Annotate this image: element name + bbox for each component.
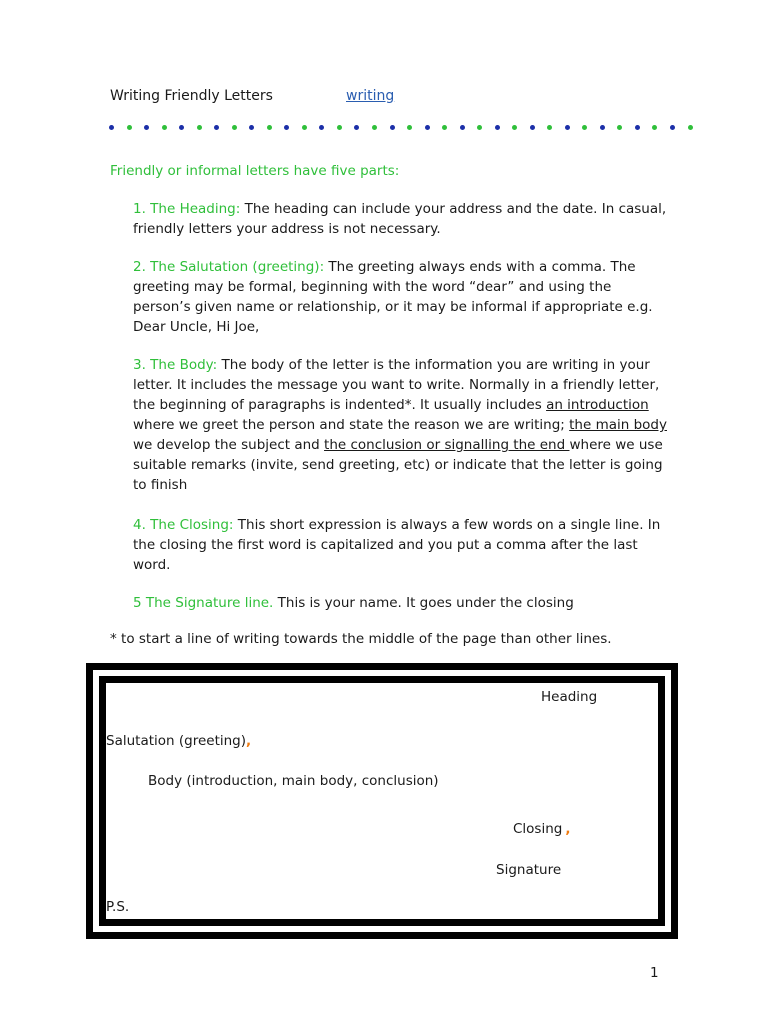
part-body-text-2: where we greet the person and state the reason we are writing; xyxy=(133,417,570,433)
part-salutation-text: The greeting always ends with a comma. The greeting may be formal, beginning with the word “dear” and using the person’s given name or relationship, or it may be informal if appropriate e.g. Dear Uncle, Hi Joe, xyxy=(133,259,653,335)
part-body xyxy=(133,355,673,495)
divider-dot xyxy=(284,125,289,130)
part-signature-text: This is your name. It goes under the closing xyxy=(273,595,574,611)
divider-dot xyxy=(179,125,184,130)
divider-dot xyxy=(162,125,167,130)
divider-dot xyxy=(302,125,307,130)
closing-comma: , xyxy=(565,821,571,837)
dotted-divider xyxy=(109,123,693,131)
divider-dot xyxy=(319,125,324,130)
frame-body: Body (introduction, main body, conclusion) xyxy=(148,773,439,789)
footnote: * to start a line of writing towards the middle of the page than other lines. xyxy=(110,631,612,647)
underlined-introduction: an introduction xyxy=(546,397,649,413)
part-signature-title: 5 The Signature line. xyxy=(133,595,274,611)
divider-dot xyxy=(652,125,657,130)
divider-dot xyxy=(390,125,395,130)
divider-dot xyxy=(109,125,114,130)
frame-salutation-label: Salutation (greeting) xyxy=(106,733,247,749)
divider-dot xyxy=(442,125,447,130)
frame-ps: P.S. xyxy=(106,899,130,915)
part-signature xyxy=(133,593,673,613)
part-salutation-title: 2. The Salutation (greeting): xyxy=(133,259,325,275)
divider-dot xyxy=(354,125,359,130)
part-closing xyxy=(133,515,673,575)
divider-dot xyxy=(530,125,535,130)
divider-dot xyxy=(547,125,552,130)
divider-dot xyxy=(337,125,342,130)
divider-dot xyxy=(670,125,675,130)
divider-dot xyxy=(144,125,149,130)
divider-dot xyxy=(565,125,570,130)
divider-dot xyxy=(512,125,517,130)
document-title: Writing Friendly Letters xyxy=(110,88,273,104)
divider-dot xyxy=(600,125,605,130)
salutation-comma: , xyxy=(246,733,252,749)
divider-dot xyxy=(232,125,237,130)
divider-dot xyxy=(582,125,587,130)
part-heading-text: The heading can include your address and the date. In casual, friendly letters your address is not necessary. xyxy=(133,201,667,237)
part-closing-text: This short expression is always a few words on a single line. In the closing the first word is capitalized and you put a comma after the last word. xyxy=(133,517,661,573)
writing-link[interactable]: writing xyxy=(346,88,395,104)
part-body-text-1: The body of the letter is the information you are writing in your letter. It includes the message you want to write. Normally in a friendly letter, the beginning of paragraphs is indented*. It usually includes xyxy=(133,357,660,413)
part-body-text-3: we develop the subject and xyxy=(133,437,325,453)
part-heading-title: 1. The Heading: xyxy=(133,201,241,217)
divider-dot xyxy=(617,125,622,130)
divider-dot xyxy=(267,125,272,130)
divider-dot xyxy=(214,125,219,130)
divider-dot xyxy=(477,125,482,130)
divider-dot xyxy=(425,125,430,130)
frame-closing-label: Closing xyxy=(513,821,563,837)
frame-heading: Heading xyxy=(541,689,598,705)
underlined-conclusion: the conclusion or signalling the end xyxy=(324,437,570,453)
divider-dot xyxy=(127,125,132,130)
frame-signature: Signature xyxy=(496,862,562,878)
divider-dot xyxy=(688,125,693,130)
part-heading xyxy=(133,199,673,239)
part-body-title: 3. The Body: xyxy=(133,357,218,373)
divider-dot xyxy=(197,125,202,130)
divider-dot xyxy=(635,125,640,130)
frame-salutation xyxy=(106,733,251,749)
page-number: 1 xyxy=(650,965,659,981)
divider-dot xyxy=(372,125,377,130)
divider-dot xyxy=(407,125,412,130)
part-salutation xyxy=(133,257,673,337)
part-body-text-4: where we use suitable remarks (invite, send greeting, etc) or indicate that the letter is going to finish xyxy=(133,437,663,493)
part-closing-title: 4. The Closing: xyxy=(133,517,234,533)
intro-text: Friendly or informal letters have five parts: xyxy=(110,163,400,179)
underlined-main-body: the main body xyxy=(569,417,667,433)
frame-closing xyxy=(513,821,571,837)
letter-frame-inner xyxy=(99,676,665,926)
divider-dot xyxy=(460,125,465,130)
divider-dot xyxy=(495,125,500,130)
divider-dot xyxy=(249,125,254,130)
